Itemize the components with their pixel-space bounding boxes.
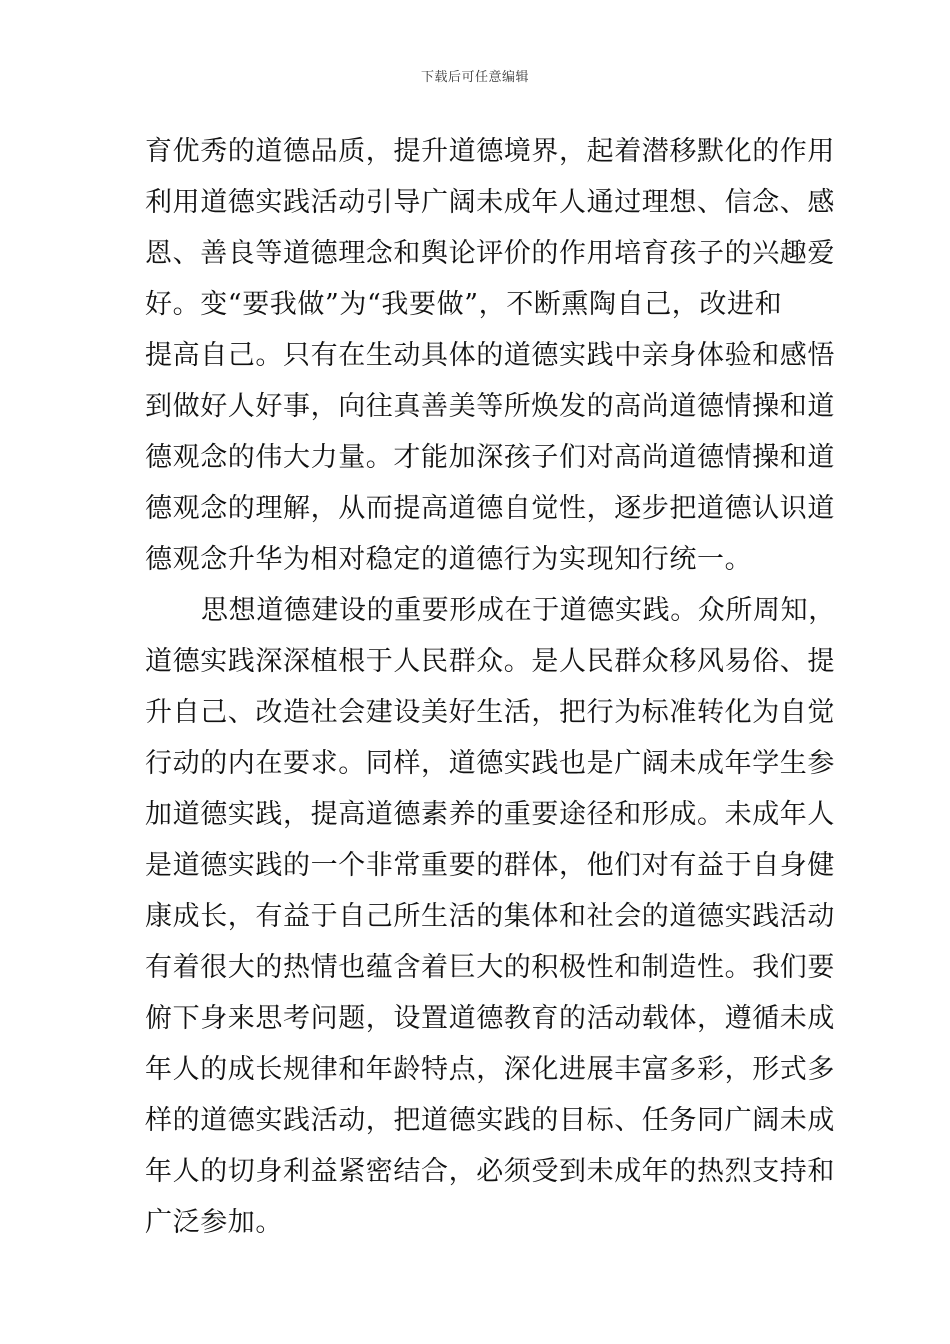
text-line: 道德实践深深植根于人民群众。是人民群众移风易俗、提: [145, 646, 835, 677]
text-line: 年人的切身利益紧密结合，必须受到未成年的热烈支持和: [145, 1156, 835, 1187]
text-line: 好。变“要我做”为“我要做”，不断熏陶自己，改进和: [145, 289, 783, 320]
text-line: 样的道德实践活动，把道德实践的目标、任务同广阔未成: [145, 1105, 835, 1136]
text-line: 到做好人好事，向往真善美等所焕发的高尚道德情操和道: [145, 391, 835, 422]
text-line: 德观念升华为相对稳定的道德行为实现知行统一。: [145, 544, 753, 575]
text-line: 年人的成长规律和年龄特点，深化进展丰富多彩，形式多: [145, 1054, 835, 1085]
text-line: 恩、善良等道德理念和舆论评价的作用培育孩子的兴趣爱: [145, 238, 835, 269]
text-line: 康成长，有益于自己所生活的集体和社会的道德实践活动: [145, 901, 835, 932]
paragraph-2: [145, 585, 836, 1248]
document-body: [145, 126, 836, 1248]
page-header: 下载后可任意编辑: [420, 70, 529, 85]
text-line: 升自己、改造社会建设美好生活，把行为标准转化为自觉: [145, 697, 835, 728]
text-line: 育优秀的道德品质，提升道德境界，起着潜移默化的作用: [145, 136, 835, 167]
text-line: 德观念的伟大力量。才能加深孩子们对高尚道德情操和道: [145, 442, 835, 473]
text-line: 德观念的理解，从而提高道德自觉性，逐步把道德认识道: [145, 493, 835, 524]
text-line: 是道德实践的一个非常重要的群体，他们对有益于自身健: [145, 850, 835, 881]
text-line: 加道德实践，提高道德素养的重要途径和形成。未成年人: [145, 799, 835, 830]
text-line: 利用道德实践活动引导广阔未成年人通过理想、信念、感: [145, 187, 835, 218]
text-line-indented: 思想道德建设的重要形成在于道德实践。众所周知，: [201, 595, 836, 626]
text-line: 提高自己。只有在生动具体的道德实践中亲身体验和感悟: [145, 340, 835, 371]
text-line: 广泛参加。: [145, 1207, 283, 1238]
text-line: 有着很大的热情也蕴含着巨大的积极性和制造性。我们要: [145, 952, 835, 983]
text-line: 行动的内在要求。同样，道德实践也是广阔未成年学生参: [145, 748, 835, 779]
paragraph-1: [145, 126, 835, 585]
text-line: 俯下身来思考问题，设置道德教育的活动载体，遵循未成: [145, 1003, 835, 1034]
